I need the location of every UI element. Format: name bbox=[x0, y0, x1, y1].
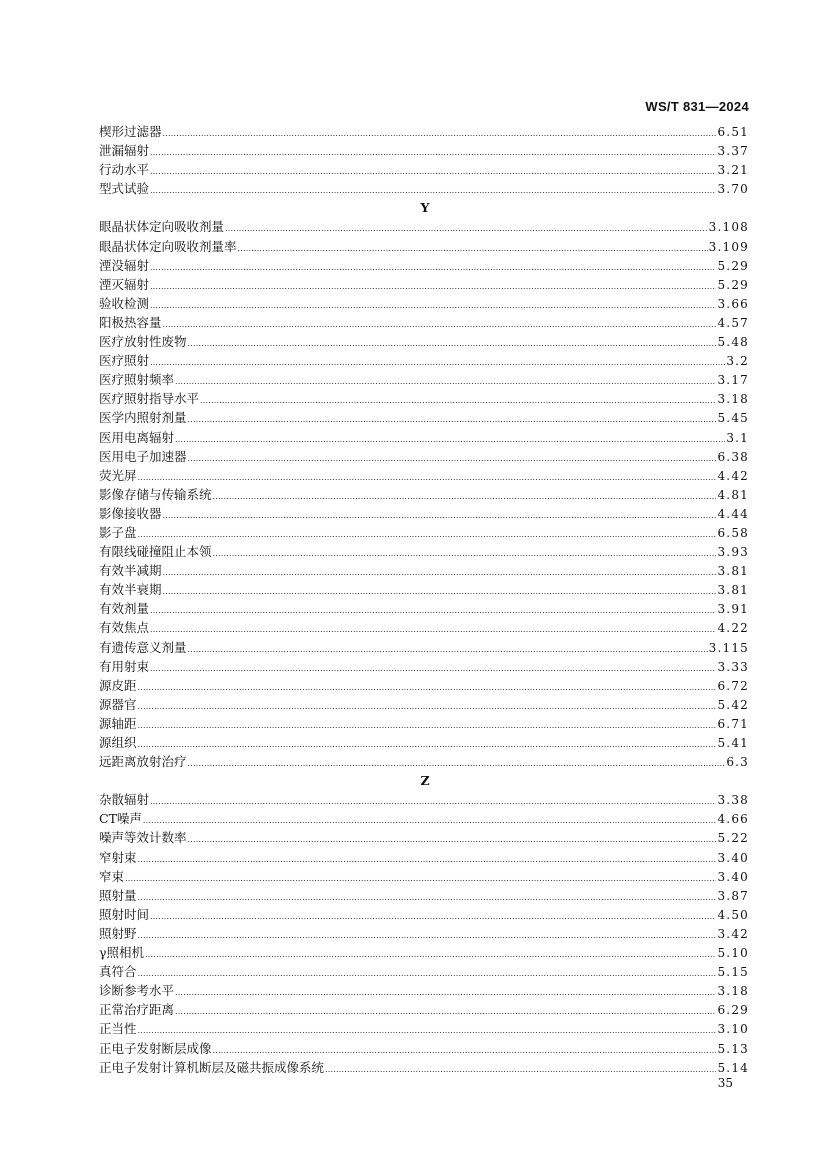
index-entry bbox=[99, 389, 749, 408]
clause-number: 3.38 bbox=[717, 793, 749, 808]
index-entry bbox=[99, 561, 749, 580]
index-entry bbox=[99, 695, 749, 714]
index-term: 医疗放射性废物 bbox=[99, 334, 187, 350]
index-entry bbox=[99, 1000, 749, 1019]
index-term: 医疗照射频率 bbox=[99, 372, 175, 388]
dot-leader bbox=[145, 943, 716, 964]
clause-number: 5.45 bbox=[717, 411, 749, 426]
index-entry bbox=[99, 370, 749, 389]
index-entry bbox=[99, 485, 749, 504]
dot-leader bbox=[188, 828, 717, 849]
index-entry bbox=[99, 657, 749, 676]
index-term: 影像接收器 bbox=[99, 505, 162, 521]
dot-leader bbox=[188, 752, 726, 773]
index-entry bbox=[99, 408, 749, 427]
clause-number: 3.40 bbox=[717, 869, 749, 884]
clause-number: 3.108 bbox=[708, 220, 749, 235]
index-entry bbox=[99, 618, 749, 637]
index-term: γ照相机 bbox=[99, 945, 144, 961]
dot-leader bbox=[175, 1000, 716, 1021]
clause-number: 6.3 bbox=[726, 755, 749, 770]
dot-leader bbox=[150, 618, 716, 639]
index-entry bbox=[99, 1039, 749, 1058]
index-term: 行动水平 bbox=[99, 162, 150, 178]
term-index bbox=[99, 122, 749, 1077]
index-term: 正电子发射断层成像 bbox=[99, 1040, 212, 1056]
index-entry bbox=[99, 351, 749, 370]
index-entry bbox=[99, 943, 749, 962]
index-term: 窄射束 bbox=[99, 849, 137, 865]
index-entry bbox=[99, 313, 749, 332]
dot-leader bbox=[138, 924, 717, 945]
page-number: 35 bbox=[717, 1076, 733, 1090]
index-term: 医学内照射剂量 bbox=[99, 410, 187, 426]
index-entry bbox=[99, 256, 749, 275]
index-entry bbox=[99, 237, 749, 256]
clause-number: 3.115 bbox=[708, 640, 749, 655]
index-term: 医疗照射指导水平 bbox=[99, 391, 200, 407]
index-term: 正电子发射计算机断层及磁共振成像系统 bbox=[99, 1059, 325, 1075]
index-term: 影像存储与传输系统 bbox=[99, 486, 212, 502]
clause-number: 3.42 bbox=[717, 926, 749, 941]
index-entry bbox=[99, 733, 749, 752]
clause-number: 5.41 bbox=[717, 736, 749, 750]
dot-leader bbox=[150, 599, 716, 620]
index-term: 眼晶状体定向吸收剂量率 bbox=[99, 238, 237, 254]
clause-number: 5.15 bbox=[717, 965, 749, 980]
dot-leader bbox=[138, 962, 717, 983]
index-term: 医用电子加速器 bbox=[99, 448, 187, 464]
dot-leader bbox=[188, 447, 717, 468]
clause-number: 3.87 bbox=[717, 888, 749, 903]
index-term: 源轴距 bbox=[99, 715, 137, 731]
clause-number: 3.81 bbox=[717, 564, 749, 579]
clause-number: 4.42 bbox=[717, 468, 749, 483]
dot-leader bbox=[188, 332, 717, 353]
index-entry bbox=[99, 867, 749, 886]
section-letter-heading: Y bbox=[420, 200, 430, 216]
dot-leader bbox=[163, 313, 717, 334]
index-entry bbox=[99, 466, 749, 485]
clause-number: 5.22 bbox=[717, 831, 749, 846]
index-entry bbox=[99, 809, 749, 828]
dot-leader bbox=[138, 714, 717, 735]
index-entry bbox=[99, 447, 749, 466]
clause-number: 4.57 bbox=[717, 315, 749, 330]
index-term: 源组织 bbox=[99, 735, 137, 750]
clause-number: 3.18 bbox=[717, 984, 749, 999]
dot-leader bbox=[163, 561, 717, 582]
dot-leader bbox=[325, 1058, 716, 1079]
index-term: 正当性 bbox=[99, 1021, 137, 1037]
dot-leader bbox=[163, 504, 717, 525]
clause-number: 6.29 bbox=[717, 1003, 749, 1018]
index-term: 阳极热容量 bbox=[99, 314, 162, 330]
dot-leader bbox=[175, 428, 725, 449]
dot-leader bbox=[175, 370, 716, 391]
index-term: 验收检测 bbox=[99, 295, 150, 311]
dot-leader bbox=[138, 848, 717, 869]
clause-number: 3.109 bbox=[708, 239, 749, 254]
index-term: 杂散辐射 bbox=[99, 792, 150, 808]
clause-number: 3.1 bbox=[726, 430, 749, 445]
dot-leader bbox=[143, 809, 717, 830]
clause-number: 4.22 bbox=[717, 621, 749, 636]
index-entry bbox=[99, 179, 749, 198]
dot-leader bbox=[150, 256, 716, 277]
dot-leader bbox=[150, 351, 725, 372]
dot-leader bbox=[188, 408, 717, 429]
standard-code: WS/T 831—2024 bbox=[645, 99, 749, 114]
index-entry bbox=[99, 1058, 749, 1077]
index-term: 有遗传意义剂量 bbox=[99, 639, 187, 655]
dot-leader bbox=[150, 160, 716, 181]
clause-number: 3.66 bbox=[717, 296, 749, 311]
clause-number: 4.66 bbox=[717, 812, 749, 827]
index-entry bbox=[99, 1019, 749, 1038]
clause-number: 5.10 bbox=[717, 946, 749, 961]
index-term: 噪声等效计数率 bbox=[99, 830, 187, 846]
clause-number: 3.37 bbox=[717, 144, 749, 159]
dot-leader bbox=[163, 580, 717, 601]
clause-number: 3.18 bbox=[717, 392, 749, 407]
index-entry bbox=[99, 141, 749, 160]
dot-leader bbox=[213, 485, 717, 506]
index-term: 湮灭辐射 bbox=[99, 276, 150, 292]
index-entry bbox=[99, 160, 749, 179]
index-entry bbox=[99, 294, 749, 313]
dot-leader bbox=[138, 523, 717, 544]
dot-leader bbox=[138, 676, 717, 697]
dot-leader bbox=[175, 981, 716, 1002]
index-term: 源皮距 bbox=[99, 677, 137, 693]
clause-number: 6.51 bbox=[717, 125, 749, 139]
index-entry bbox=[99, 275, 749, 294]
index-term: 源器官 bbox=[99, 696, 137, 712]
clause-number: 5.29 bbox=[717, 258, 749, 273]
clause-number: 5.14 bbox=[717, 1060, 749, 1075]
index-term: 楔形过滤器 bbox=[99, 124, 162, 139]
clause-number: 3.81 bbox=[717, 583, 749, 598]
index-term: 湮没辐射 bbox=[99, 257, 150, 273]
index-term: 真符合 bbox=[99, 964, 137, 980]
clause-number: 3.21 bbox=[717, 163, 749, 178]
index-term: 诊断参考水平 bbox=[99, 983, 175, 999]
index-term: 有效焦点 bbox=[99, 620, 150, 636]
index-term: 型式试验 bbox=[99, 181, 150, 197]
index-term: 有效半衰期 bbox=[99, 582, 162, 598]
clause-number: 3.70 bbox=[717, 182, 749, 197]
dot-leader bbox=[150, 294, 716, 315]
index-entry bbox=[99, 924, 749, 943]
clause-number: 3.91 bbox=[717, 602, 749, 617]
clause-number: 6.58 bbox=[717, 525, 749, 540]
index-term: 有效剂量 bbox=[99, 601, 150, 617]
clause-number: 5.29 bbox=[717, 277, 749, 292]
index-term: 照射量 bbox=[99, 887, 137, 903]
index-entry bbox=[99, 599, 749, 618]
index-entry bbox=[99, 676, 749, 695]
index-entry bbox=[99, 428, 749, 447]
clause-number: 5.48 bbox=[717, 335, 749, 350]
dot-leader bbox=[150, 657, 716, 678]
index-entry bbox=[99, 962, 749, 981]
dot-leader bbox=[150, 790, 716, 811]
dot-leader bbox=[138, 733, 717, 754]
clause-number: 3.10 bbox=[717, 1022, 749, 1037]
clause-number: 5.13 bbox=[717, 1041, 749, 1056]
clause-number: 6.71 bbox=[717, 716, 749, 731]
index-term: 荧光屏 bbox=[99, 467, 137, 483]
index-entry bbox=[99, 523, 749, 542]
clause-number: 3.17 bbox=[717, 373, 749, 388]
dot-leader bbox=[138, 695, 717, 716]
index-entry bbox=[99, 122, 749, 141]
clause-number: 4.44 bbox=[717, 506, 749, 521]
dot-leader bbox=[150, 275, 716, 296]
index-entry bbox=[99, 638, 749, 657]
dot-leader bbox=[213, 1039, 717, 1060]
dot-leader bbox=[138, 466, 717, 487]
index-entry bbox=[99, 504, 749, 523]
dot-leader bbox=[125, 867, 716, 888]
clause-number: 3.2 bbox=[726, 354, 749, 369]
index-entry bbox=[99, 752, 749, 771]
clause-number: 5.42 bbox=[717, 697, 749, 712]
dot-leader bbox=[163, 122, 717, 143]
index-entry bbox=[99, 217, 749, 236]
index-term: 照射野 bbox=[99, 925, 137, 941]
index-term: 正常治疗距离 bbox=[99, 1002, 175, 1018]
index-entry bbox=[99, 332, 749, 351]
section-letter-heading: Z bbox=[420, 773, 430, 789]
index-entry bbox=[99, 886, 749, 905]
index-term: 照射时间 bbox=[99, 906, 150, 922]
index-term: 窄束 bbox=[99, 868, 125, 884]
index-entry bbox=[99, 542, 749, 561]
clause-number: 3.40 bbox=[717, 850, 749, 865]
dot-leader bbox=[150, 141, 716, 162]
clause-number: 4.81 bbox=[717, 487, 749, 502]
index-term: 影子盘 bbox=[99, 524, 137, 540]
clause-number: 6.38 bbox=[717, 449, 749, 464]
clause-number: 6.72 bbox=[717, 678, 749, 693]
index-term: 有效半减期 bbox=[99, 563, 162, 579]
dot-leader bbox=[213, 542, 717, 563]
index-entry bbox=[99, 828, 749, 847]
index-term: 医用电离辐射 bbox=[99, 429, 175, 445]
dot-leader bbox=[150, 905, 716, 926]
dot-leader bbox=[138, 1019, 717, 1040]
index-entry bbox=[99, 790, 749, 809]
dot-leader bbox=[238, 237, 708, 258]
index-term: 医疗照射 bbox=[99, 353, 150, 369]
index-term: 眼晶状体定向吸收剂量 bbox=[99, 219, 225, 235]
dot-leader bbox=[150, 179, 716, 200]
index-term: 有用射束 bbox=[99, 658, 150, 674]
index-term: 有限线碰撞阻止本领 bbox=[99, 544, 212, 560]
dot-leader bbox=[225, 217, 708, 238]
index-term: CT噪声 bbox=[99, 811, 142, 827]
index-term: 远距离放射治疗 bbox=[99, 754, 187, 770]
index-term: 泄漏辐射 bbox=[99, 143, 150, 159]
dot-leader bbox=[200, 389, 716, 410]
index-entry bbox=[99, 981, 749, 1000]
index-entry bbox=[99, 714, 749, 733]
index-entry bbox=[99, 848, 749, 867]
index-entry bbox=[99, 905, 749, 924]
clause-number: 4.50 bbox=[717, 907, 749, 922]
index-entry bbox=[99, 580, 749, 599]
clause-number: 3.93 bbox=[717, 545, 749, 560]
clause-number: 3.33 bbox=[717, 659, 749, 674]
dot-leader bbox=[188, 638, 708, 659]
dot-leader bbox=[138, 886, 717, 907]
